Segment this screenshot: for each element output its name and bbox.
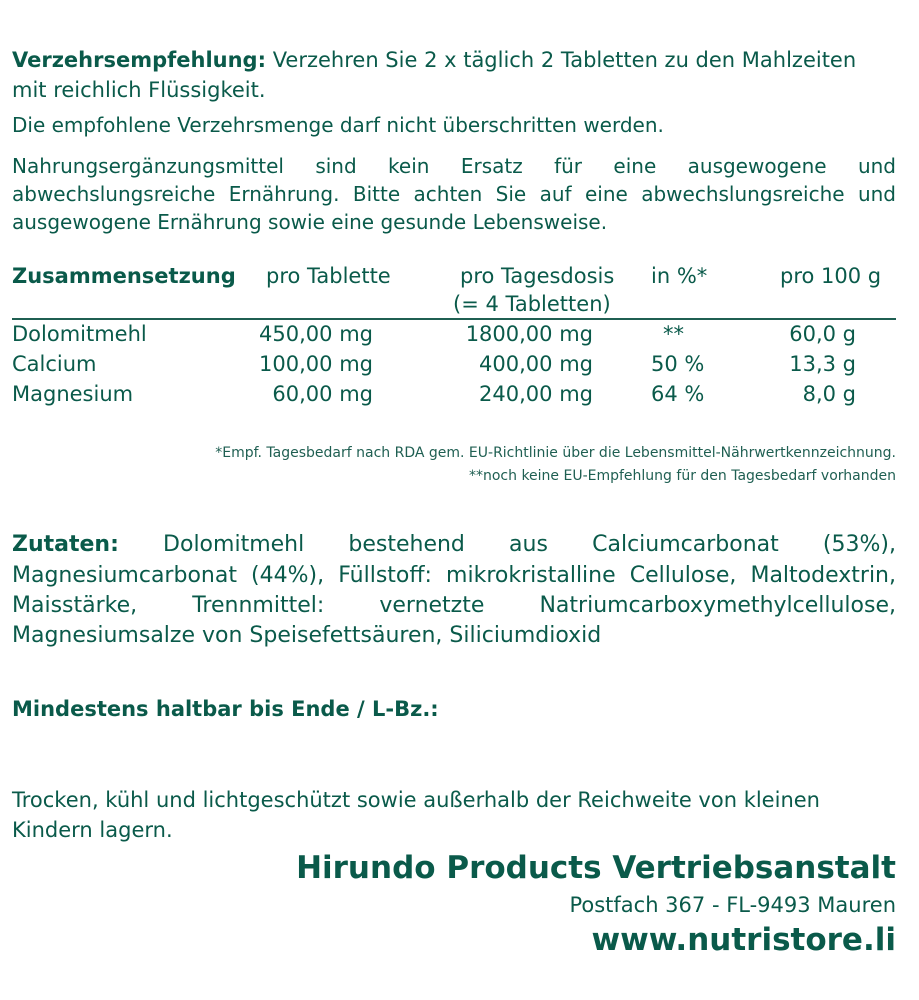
usage-label: Verzehrsempfehlung: xyxy=(12,48,266,72)
row-name: Dolomitmehl xyxy=(12,322,147,346)
row-per-tablet: 60,00 mg xyxy=(272,382,373,406)
table-header-name: Zusammensetzung xyxy=(12,264,236,288)
table-header-percent: in %* xyxy=(651,264,708,288)
ingredients-line-1 xyxy=(12,532,896,557)
table-rule xyxy=(12,318,896,320)
table-header-per-100g: pro 100 g xyxy=(780,264,882,288)
usage-line-1 xyxy=(12,48,856,72)
table-header-per-day-sub: (= 4 Tabletten) xyxy=(453,292,611,316)
notice-line-2: abwechslungsreiche Ernährung. Bitte achten Sie auf eine abwechslungsreiche und xyxy=(12,182,896,206)
company-address: Postfach 367 - FL-9493 Mauren xyxy=(569,893,896,917)
row-name: Calcium xyxy=(12,352,97,376)
footnote-rda: *Empf. Tagesbedarf nach RDA gem. EU-Richtlinie über die Lebensmittel-Nährwertkennzeichnung. xyxy=(215,445,896,461)
ingredients-line-4: Magnesiumsalze von Speisefettsäuren, Siliciumdioxid xyxy=(12,623,602,648)
notice-line-1: Nahrungsergänzungsmittel sind kein Ersatz für eine ausgewogene und xyxy=(12,154,896,178)
row-percent: 64 % xyxy=(651,382,705,406)
usage-text: Verzehren Sie 2 x täglich 2 Tabletten zu den Mahlzeiten xyxy=(272,48,857,72)
row-per-100g: 13,3 g xyxy=(789,352,856,376)
ingredients-line-2: Magnesiumcarbonat (44%), Füllstoff: mikrokristalline Cellulose, Maltodextrin, xyxy=(12,563,896,588)
storage-line-1: Trocken, kühl und lichtgeschützt sowie außerhalb der Reichweite von kleinen xyxy=(12,788,820,812)
ingredients-line-3: Maisstärke, Trennmittel: vernetzte Natriumcarboxymethylcellulose, xyxy=(12,593,896,618)
best-before: Mindestens haltbar bis Ende / L-Bz.: xyxy=(12,697,439,721)
row-percent: ** xyxy=(663,322,684,346)
row-per-day: 400,00 mg xyxy=(479,352,593,376)
ingredients-text-1: Dolomitmehl bestehend aus Calciumcarbonat (53%), xyxy=(163,532,896,557)
notice-line-3: ausgewogene Ernährung sowie eine gesunde Lebensweise. xyxy=(12,210,608,234)
row-per-tablet: 450,00 mg xyxy=(259,322,373,346)
row-percent: 50 % xyxy=(651,352,705,376)
ingredients-label: Zutaten: xyxy=(12,532,119,557)
row-name: Magnesium xyxy=(12,382,134,406)
row-per-tablet: 100,00 mg xyxy=(259,352,373,376)
usage-line-2: mit reichlich Flüssigkeit. xyxy=(12,78,266,102)
row-per-100g: 8,0 g xyxy=(802,382,856,406)
company-name: Hirundo Products Vertriebsanstalt xyxy=(296,850,896,886)
row-per-100g: 60,0 g xyxy=(789,322,856,346)
row-per-day: 240,00 mg xyxy=(479,382,593,406)
row-per-day: 1800,00 mg xyxy=(465,322,593,346)
company-website[interactable]: www.nutristore.li xyxy=(591,922,896,958)
footnote-no-eu: **noch keine EU-Empfehlung für den Tagesbedarf vorhanden xyxy=(468,468,896,484)
table-header-per-tablet: pro Tablette xyxy=(266,264,391,288)
storage-line-2: Kindern lagern. xyxy=(12,818,173,842)
table-header-per-day: pro Tagesdosis xyxy=(460,264,615,288)
usage-warning: Die empfohlene Verzehrsmenge darf nicht überschritten werden. xyxy=(12,113,664,137)
